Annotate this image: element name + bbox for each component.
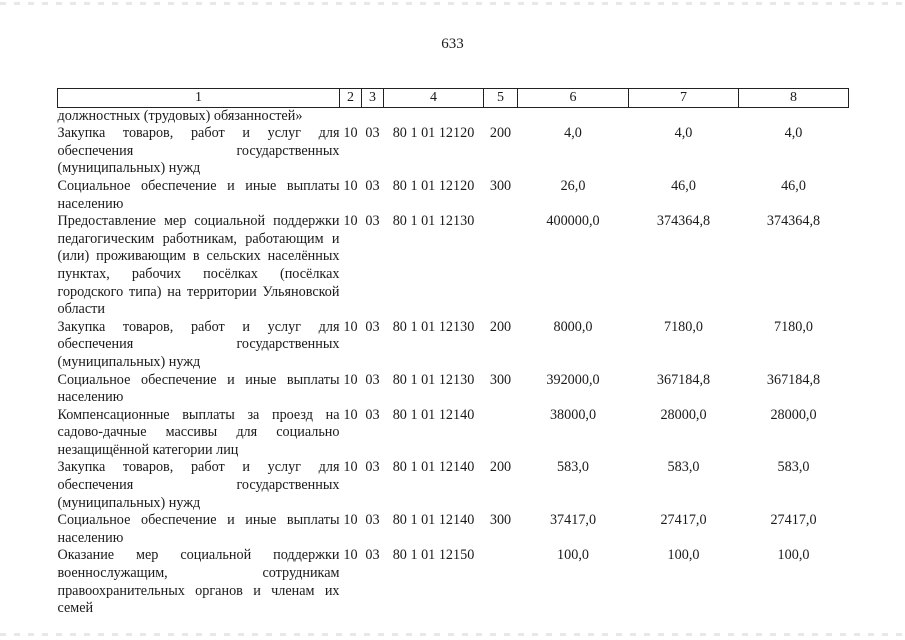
section-cell xyxy=(340,107,362,125)
section-cell: 10 xyxy=(343,371,358,388)
row-name-cell: Закупка товаров, работ и услуг для обеспечения государственных (муниципальных) нужд xyxy=(57,125,340,177)
header-row xyxy=(58,89,849,108)
subsection-cell: 03 xyxy=(365,125,380,142)
section-cell: 10 xyxy=(343,213,358,230)
subsection-cell: 03 xyxy=(365,459,380,476)
subsection-cell: 03 xyxy=(365,512,380,529)
expense-type-cell xyxy=(484,107,518,125)
amount-cell-year1: 4,0 xyxy=(564,125,582,142)
section-cell: 10 xyxy=(343,512,358,529)
target-article-cell: 80 1 01 12150 xyxy=(392,547,475,564)
row-name-cell: Компенсационные выплаты за проезд на садово-дачные массивы для социально незащищённой категории лиц xyxy=(57,406,340,458)
expense-type-cell: 300 xyxy=(489,177,512,194)
amount-cell-year1: 583,0 xyxy=(557,459,589,476)
amount-cell-year1: 37417,0 xyxy=(549,512,597,529)
section-cell: 10 xyxy=(343,318,358,335)
scan-edge-top xyxy=(0,2,905,5)
amount-cell-year2 xyxy=(629,107,739,125)
expense-type-cell: 300 xyxy=(489,371,512,388)
amount-cell-year1: 400000,0 xyxy=(546,213,600,230)
column-header: 4 xyxy=(384,89,484,108)
row-name-cell: Социальное обеспечение и иные выплаты населению xyxy=(57,177,340,212)
target-article-cell: 80 1 01 12130 xyxy=(392,371,475,388)
amount-cell-year3: 367184,8 xyxy=(766,371,821,388)
subsection-cell: 03 xyxy=(365,547,380,564)
amount-cell-year3: 28000,0 xyxy=(770,406,817,423)
amount-cell-year1: 8000,0 xyxy=(553,318,593,335)
target-article-cell: 80 1 01 12120 xyxy=(392,177,475,194)
page-number: 633 xyxy=(441,36,464,52)
amount-cell-year2: 7180,0 xyxy=(663,318,703,335)
table-row xyxy=(58,125,849,178)
subsection-cell: 03 xyxy=(365,177,380,194)
amount-cell-year3: 374364,8 xyxy=(766,213,821,230)
column-header: 5 xyxy=(484,89,518,108)
table-row xyxy=(58,107,849,125)
row-name-cell: Закупка товаров, работ и услуг для обеспечения государственных (муниципальных) нужд xyxy=(57,318,340,370)
amount-cell-year3: 27417,0 xyxy=(770,512,817,529)
amount-cell-year2: 367184,8 xyxy=(656,371,711,388)
subsection-cell: 03 xyxy=(365,371,380,388)
subsection-cell: 03 xyxy=(365,213,380,230)
row-name-cell: должностных (трудовых) обязанностей» xyxy=(57,107,303,124)
column-header: 7 xyxy=(629,89,739,108)
section-cell: 10 xyxy=(343,547,358,564)
amount-cell-year3: 4,0 xyxy=(784,125,803,142)
subsection-cell xyxy=(362,107,384,125)
column-header: 2 xyxy=(340,89,362,108)
target-article-cell: 80 1 01 12140 xyxy=(392,512,475,529)
amount-cell-year3: 46,0 xyxy=(781,177,806,194)
section-cell: 10 xyxy=(343,406,358,423)
column-header: 8 xyxy=(739,89,849,108)
table-row xyxy=(58,178,849,213)
amount-cell-year2: 27417,0 xyxy=(660,512,707,529)
target-article-cell: 80 1 01 12120 xyxy=(392,125,475,142)
expense-type-cell xyxy=(484,407,518,460)
table-row xyxy=(58,319,849,372)
budget-table xyxy=(57,88,849,618)
expense-type-cell: 200 xyxy=(489,459,512,476)
amount-cell-year3: 583,0 xyxy=(777,459,810,476)
table-row xyxy=(58,512,849,547)
section-cell: 10 xyxy=(343,125,358,142)
amount-cell-year1: 100,0 xyxy=(557,547,589,564)
subsection-cell: 03 xyxy=(365,406,380,423)
target-article-cell xyxy=(384,107,484,125)
table-body xyxy=(58,107,849,618)
table-row xyxy=(58,372,849,407)
target-article-cell: 80 1 01 12140 xyxy=(392,459,475,476)
section-cell: 10 xyxy=(343,459,358,476)
table-row xyxy=(58,407,849,460)
amount-cell-year1: 38000,0 xyxy=(549,406,597,423)
row-name-cell: Закупка товаров, работ и услуг для обеспечения государственных (муниципальных) нужд xyxy=(57,459,340,511)
row-name-cell: Социальное обеспечение и иные выплаты населению xyxy=(57,512,340,546)
amount-cell-year3: 7180,0 xyxy=(773,318,813,335)
amount-cell-year2: 46,0 xyxy=(671,177,696,194)
expense-type-cell: 300 xyxy=(489,512,512,529)
table-row xyxy=(58,213,849,319)
amount-cell-year3 xyxy=(739,107,849,125)
section-cell: 10 xyxy=(343,177,358,194)
amount-cell-year3: 100,0 xyxy=(777,547,810,564)
table-row xyxy=(58,547,849,617)
row-name-cell: Предоставление мер социальной поддержки педагогическим работникам, работающим и (или) проживающим в сельских населённых пунктах, рабочих посёлках (посёлках городского типа) на территории Ульяновской области xyxy=(57,213,340,318)
amount-cell-year1: 392000,0 xyxy=(546,371,600,388)
table-row xyxy=(58,459,849,512)
amount-cell-year2: 4,0 xyxy=(674,125,693,142)
amount-cell-year2: 100,0 xyxy=(667,547,700,564)
column-header: 6 xyxy=(518,89,629,108)
column-header: 1 xyxy=(58,89,340,108)
scan-edge-bottom xyxy=(0,633,905,636)
amount-cell-year1: 26,0 xyxy=(560,177,586,194)
expense-type-cell xyxy=(484,547,518,617)
amount-cell-year1 xyxy=(518,107,629,125)
amount-cell-year2: 374364,8 xyxy=(656,213,711,230)
target-article-cell: 80 1 01 12130 xyxy=(392,318,475,335)
column-header: 3 xyxy=(362,89,384,108)
row-name-cell: Оказание мер социальной поддержки военнослужащим, сотрудникам правоохранительных органов и членам их семей xyxy=(57,547,340,617)
expense-type-cell: 200 xyxy=(489,318,512,335)
amount-cell-year2: 28000,0 xyxy=(660,406,707,423)
target-article-cell: 80 1 01 12140 xyxy=(392,406,475,423)
row-name-cell: Социальное обеспечение и иные выплаты населению xyxy=(57,371,340,406)
expense-type-cell xyxy=(484,213,518,319)
target-article-cell: 80 1 01 12130 xyxy=(392,213,475,230)
expense-type-cell: 200 xyxy=(489,125,512,142)
amount-cell-year2: 583,0 xyxy=(667,459,700,476)
subsection-cell: 03 xyxy=(365,318,380,335)
